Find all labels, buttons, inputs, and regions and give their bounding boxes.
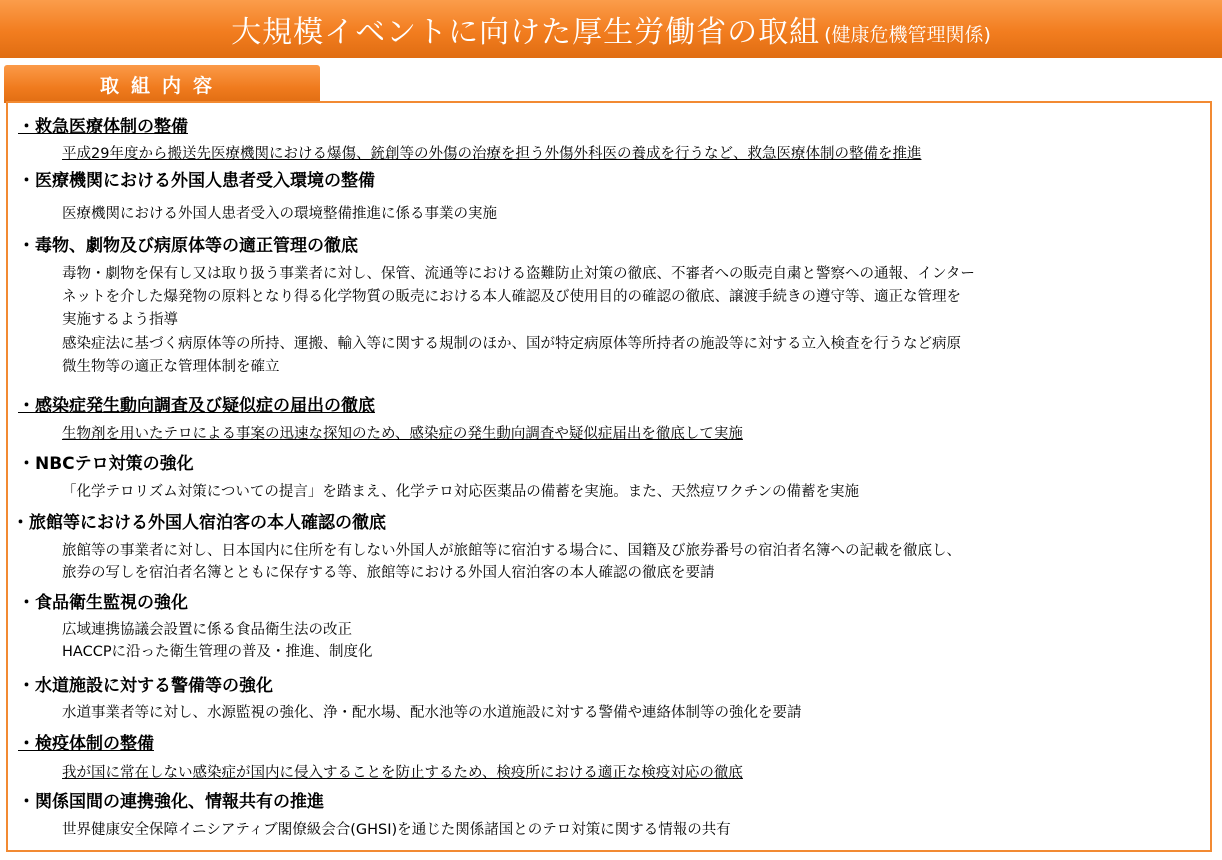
heading-infection-surveillance: ・感染症発生動向調査及び疑似症の届出の徹底 xyxy=(18,396,375,416)
body-poison-control-2: ネットを介した爆発物の原料となり得る化学物質の販売における本人確認及び使用目的の確認の徹底、譲渡手続きの遵守等、適正な管理を xyxy=(62,289,961,305)
section-tab: 取組内容 xyxy=(4,65,320,103)
body-emergency-medical-1: 平成29年度から搬送先医療機関における爆傷、銃創等の外傷の治療を担う外傷外科医の養成を行うなど、救急医療体制の整備を推進 xyxy=(62,146,922,162)
heading-nbc-terror: ・NBCテロ対策の強化 xyxy=(18,454,194,474)
body-inn-guest-id-1: 旅館等の事業者に対し、日本国内に住所を有しない外国人が旅館等に宿泊する場合に、国籍及び旅券番号の宿泊者名簿への記載を徹底し、 xyxy=(62,543,961,559)
heading-poison-control: ・毒物、劇物及び病原体等の適正管理の徹底 xyxy=(18,236,358,256)
heading-emergency-medical: ・救急医療体制の整備 xyxy=(18,117,188,137)
heading-food-sanitation: ・食品衛生監視の強化 xyxy=(18,593,188,613)
title-banner xyxy=(0,0,1222,58)
body-inn-guest-id-2: 旅券の写しを宿泊者名簿とともに保存する等、旅館等における外国人宿泊客の本人確認の徹底を要請 xyxy=(62,565,715,581)
body-food-sanitation-1: 広域連携協議会設置に係る食品衛生法の改正 xyxy=(62,622,352,638)
page-title: 大規模イベントに向けた厚生労働省の取組 xyxy=(231,15,821,50)
body-nbc-terror-1: 「化学テロリズム対策についての提言」を踏まえ、化学テロ対応医薬品の備蓄を実施。また、天然痘ワクチンの備蓄を実施 xyxy=(62,484,860,500)
body-food-sanitation-2: HACCPに沿った衛生管理の普及・推進、制度化 xyxy=(62,644,373,660)
body-intl-cooperation-1: 世界健康安全保障イニシアティブ閣僚級会合(GHSI)を通じた関係諸国とのテロ対策に関する情報の共有 xyxy=(62,822,731,838)
body-poison-control-4: 感染症法に基づく病原体等の所持、運搬、輸入等に関する規制のほか、国が特定病原体等所持者の施設等に対する立入検査を行うなど病原 xyxy=(62,336,961,352)
page-subtitle: (健康危機管理関係) xyxy=(824,23,991,46)
heading-inn-guest-id: ・旅館等における外国人宿泊客の本人確認の徹底 xyxy=(12,513,386,533)
heading-quarantine: ・検疫体制の整備 xyxy=(18,734,154,754)
body-poison-control-5: 微生物等の適正な管理体制を確立 xyxy=(62,359,280,375)
body-infection-surveillance-1: 生物剤を用いたテロによる事案の迅速な探知のため、感染症の発生動向調査や疑似症届出を徹底して実施 xyxy=(62,426,743,442)
body-water-facility-1: 水道事業者等に対し、水源監視の強化、浄・配水場、配水池等の水道施設に対する警備や連絡体制等の強化を要請 xyxy=(62,705,802,721)
body-poison-control-3: 実施するよう指導 xyxy=(62,312,178,328)
body-quarantine-1: 我が国に常在しない感染症が国内に侵入することを防止するため、検疫所における適正な検疫対応の徹底 xyxy=(62,765,743,781)
heading-water-facility: ・水道施設に対する警備等の強化 xyxy=(18,676,273,696)
body-foreign-patients-1: 医療機関における外国人患者受入の環境整備推進に係る事業の実施 xyxy=(62,206,497,222)
heading-intl-cooperation: ・関係国間の連携強化、情報共有の推進 xyxy=(18,792,324,812)
body-poison-control-1: 毒物・劇物を保有し又は取り扱う事業者に対し、保管、流通等における盗難防止対策の徹底、不審者への販売自粛と警察への通報、インター xyxy=(62,266,975,282)
heading-foreign-patients: ・医療機関における外国人患者受入環境の整備 xyxy=(18,171,375,191)
